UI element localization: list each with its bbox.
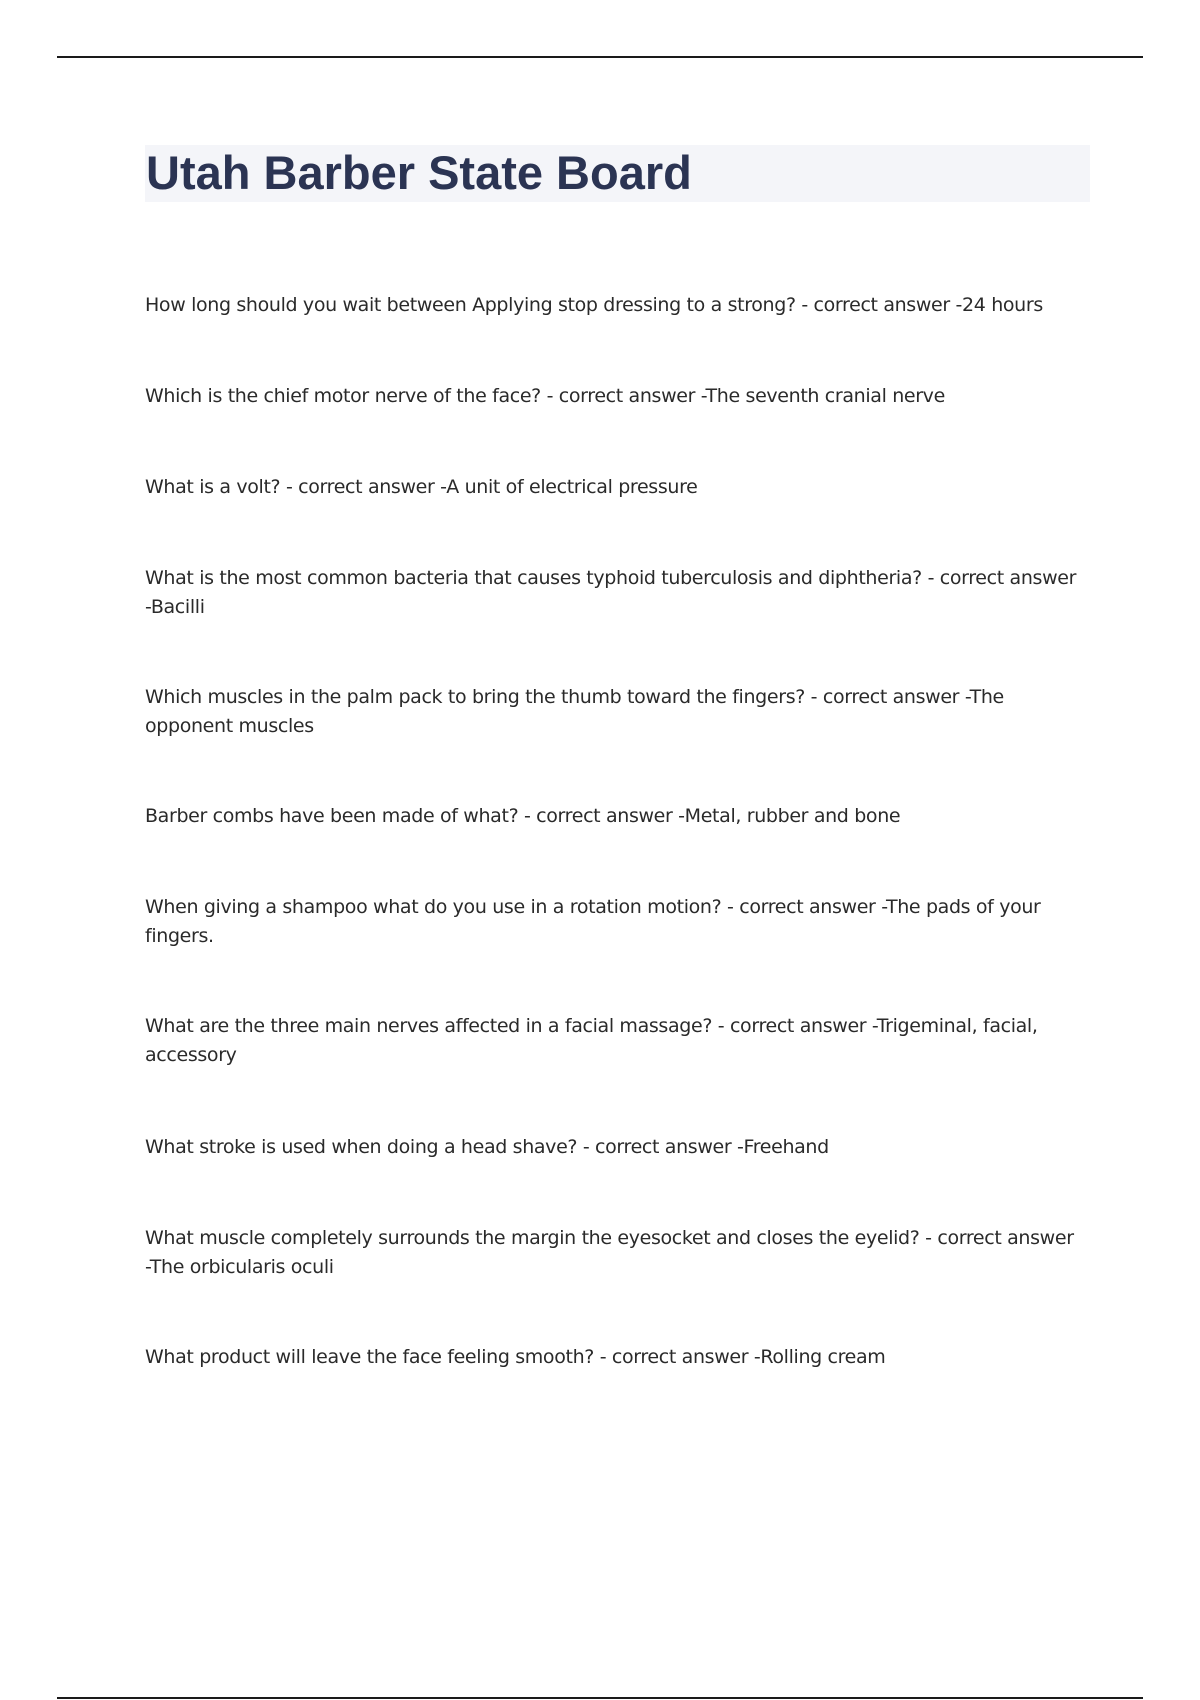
qa-item-7: When giving a shampoo what do you use in a rotation motion? - correct answer -The pads of your fingers. bbox=[145, 896, 1041, 947]
qa-item-4: What is the most common bacteria that causes typhoid tuberculosis and diphtheria? - correct answer -Bacilli bbox=[145, 567, 1077, 618]
qa-item-3: What is a volt? - correct answer -A unit of electrical pressure bbox=[145, 476, 698, 498]
qa-item-6: Barber combs have been made of what? - correct answer -Metal, rubber and bone bbox=[145, 805, 901, 827]
qa-item-11: What product will leave the face feeling smooth? - correct answer -Rolling cream bbox=[145, 1346, 886, 1368]
qa-item-5: Which muscles in the palm pack to bring the thumb toward the fingers? - correct answer -The opponent muscles bbox=[145, 686, 1004, 737]
document-title: Utah Barber State Board bbox=[146, 146, 692, 199]
top-rule bbox=[57, 56, 1143, 58]
qa-item-2: Which is the chief motor nerve of the face? - correct answer -The seventh cranial nerve bbox=[145, 385, 945, 407]
bottom-rule bbox=[57, 1697, 1143, 1699]
qa-item-9: What stroke is used when doing a head shave? - correct answer -Freehand bbox=[145, 1136, 829, 1158]
qa-item-8: What are the three main nerves affected in a facial massage? - correct answer -Trigeminal, facial, accessory bbox=[145, 1015, 1038, 1066]
qa-item-10: What muscle completely surrounds the margin the eyesocket and closes the eyelid? - correct answer -The orbicularis oculi bbox=[145, 1227, 1074, 1278]
qa-item-1: How long should you wait between Applying stop dressing to a strong? - correct answer -24 hours bbox=[145, 294, 1043, 316]
